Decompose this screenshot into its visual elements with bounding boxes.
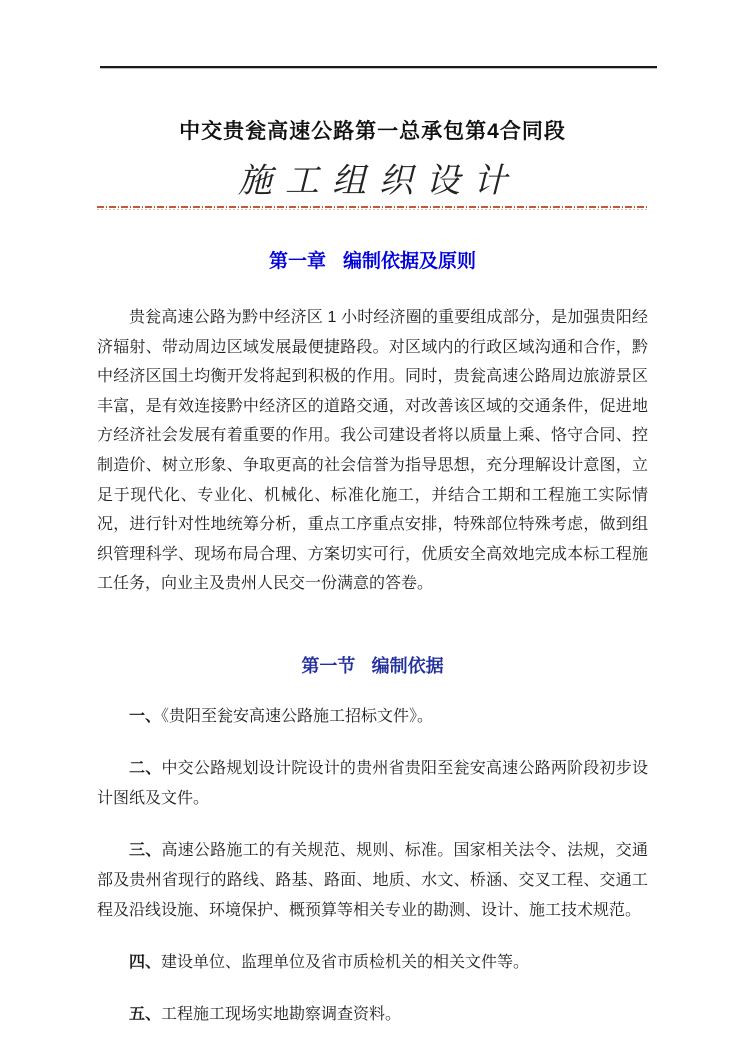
reference-item-3-text: 高速公路施工的有关规范、规则、标准。国家相关法令、法规，交通部及贵州省现行的路线、路基、路面、地质、水文、桥涵、交叉工程、交通工程及沿线设施、环境保护、概预算等相关专业的勘测、设计、施工技术规范。	[97, 841, 648, 919]
chapter-label: 第一章	[268, 251, 326, 272]
reference-item-2-text: 中交公路规划设计院设计的贵州省贵阳至瓮安高速公路两阶段初步设计图纸及文件。	[97, 759, 648, 807]
reference-item-1	[97, 702, 648, 732]
document-subtitle: 施工组织设计	[238, 161, 520, 201]
reference-item-5-text: 工程施工现场实地勘察调查资料。	[161, 1005, 402, 1023]
reference-item-2	[97, 754, 648, 814]
reference-item-1-marker: 一、	[129, 707, 162, 725]
reference-item-3-marker: 三、	[129, 841, 162, 859]
section-title: 编制依据	[371, 655, 444, 676]
chapter-title: 编制依据及原则	[343, 251, 477, 272]
reference-item-4-marker: 四、	[129, 953, 162, 971]
document-title: 中交贵瓮高速公路第一总承包第4合同段	[179, 120, 566, 143]
reference-item-4-text: 建设单位、监理单位及省市质检机关的相关文件等。	[161, 953, 530, 971]
chapter-heading	[97, 210, 648, 273]
reference-list	[97, 678, 648, 1030]
reference-item-3	[97, 836, 648, 926]
reference-item-1-text: 《贵阳至瓮安高速公路施工招标文件》。	[161, 707, 434, 725]
reference-item-2-marker: 二、	[129, 759, 162, 777]
intro-paragraph: 贵瓮高速公路为黔中经济区 1 小时经济圈的重要组成部分，是加强贵阳经济辐射、带动周边区域发展最便捷路段。对区域内的行政区域沟通和合作，黔中经济区国土均衡开发将起到积极的作用。同时，贵瓮高速公路周边旅游景区丰富，是有效连接黔中经济区的道路交通，对改善该区域的交通条件，促进地方经济社会发展有着重要的作用。我公司建设者将以质量上乘、恪守合同、控制造价、树立形象、争取更高的社会信誉为指导思想，充分理解设计意图，立足于现代化、专业化、机械化、标准化施工，并结合工期和工程施工实际情况，进行针对性地统筹分析，重点工序重点安排，特殊部位特殊考虑，做到组织管理科学、现场布局合理、方案切实可行，优质安全高效地完成本标工程施工任务，向业主及贵州人民交一份满意的答卷。	[97, 309, 648, 593]
reference-item-4	[97, 948, 648, 978]
document-content	[97, 0, 648, 1052]
section-heading	[97, 599, 648, 678]
reference-item-5	[97, 1000, 648, 1030]
section-label: 第一节	[301, 655, 356, 676]
reference-item-5-marker: 五、	[129, 1005, 162, 1023]
